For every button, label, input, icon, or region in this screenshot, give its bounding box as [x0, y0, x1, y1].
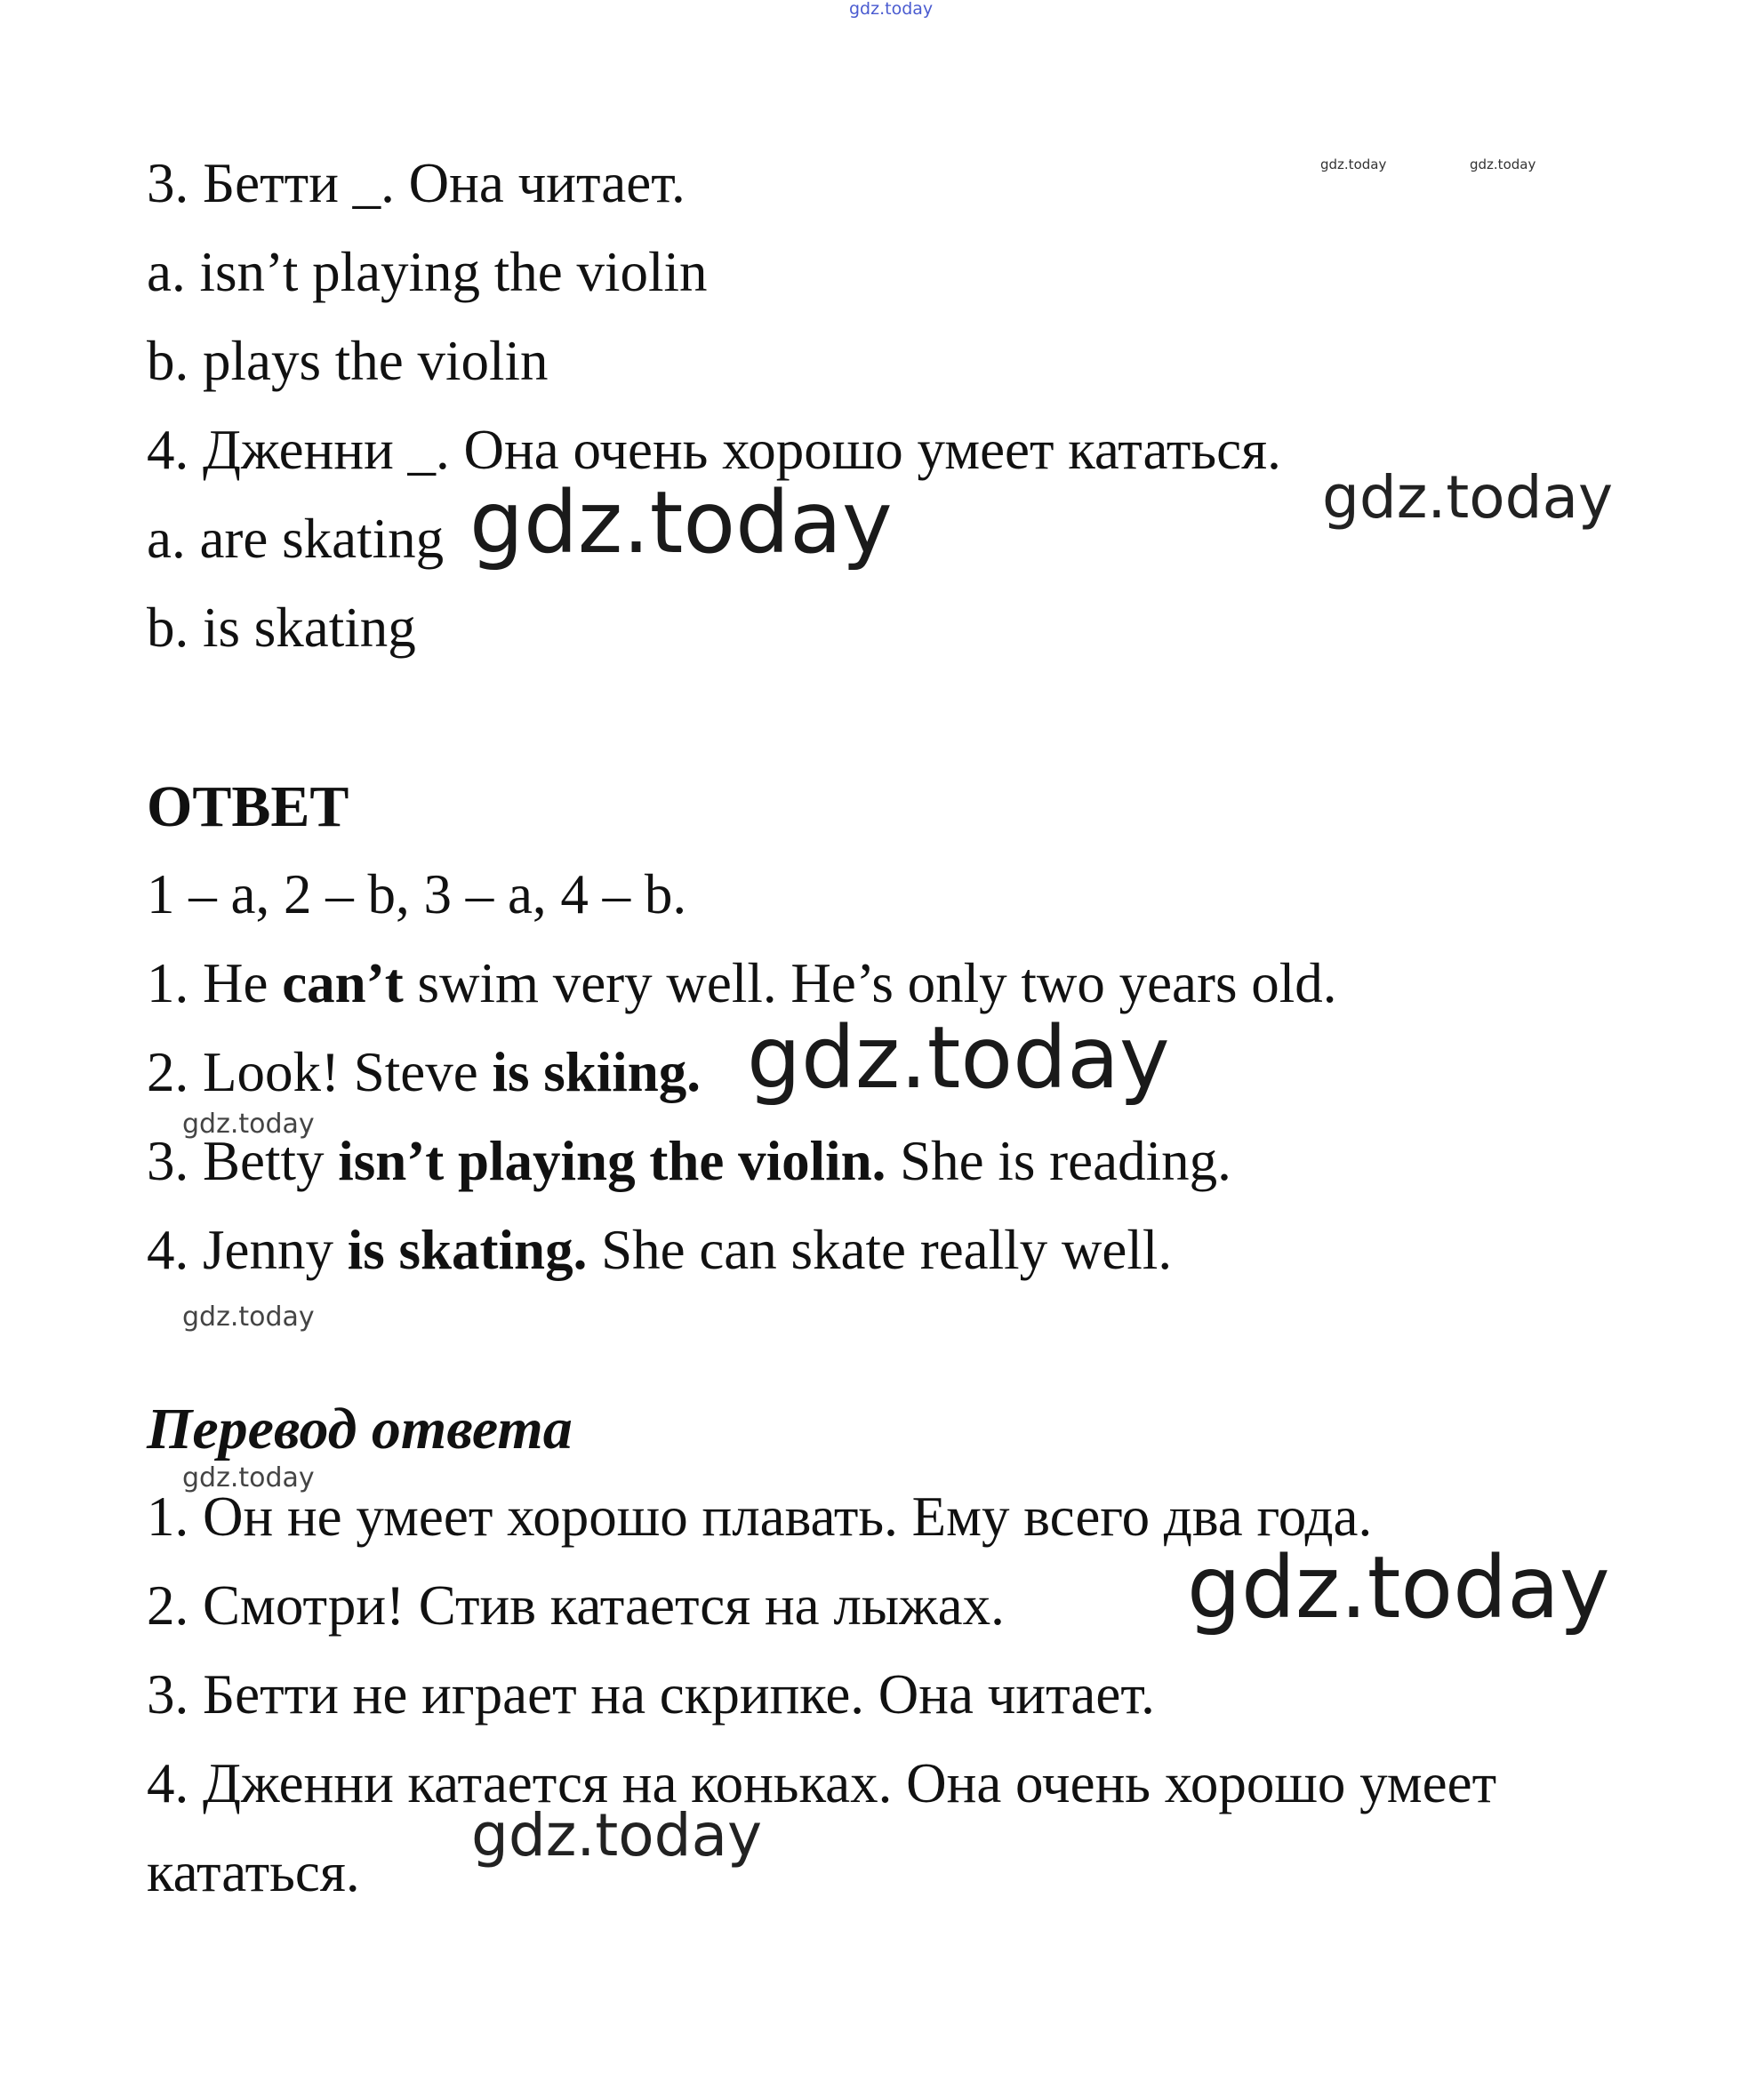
watermark-small-1: gdz.today: [182, 1109, 315, 1140]
answer-item-bold: isn’t playing the violin.: [338, 1130, 886, 1192]
answer-item-2: [147, 1041, 702, 1103]
translation-line-3: 3. Бетти не играет на скрипке. Она читает.: [147, 1663, 1155, 1726]
question-3-prompt: 3. Бетти _. Она читает.: [147, 152, 686, 214]
translation-heading: Перевод ответа: [147, 1397, 573, 1461]
answer-item-number: 4.: [147, 1219, 203, 1281]
watermark-big-2: gdz.today: [747, 1008, 1170, 1108]
answer-heading: ОТВЕТ: [147, 774, 349, 839]
watermark-tiny-2: gdz.today: [1470, 156, 1536, 172]
answer-item-text: He: [203, 952, 283, 1014]
question-3-option-b: b. plays the violin: [147, 330, 549, 392]
question-4-prompt: 4. Дженни _. Она очень хорошо умеет кататься.: [147, 419, 1281, 481]
answer-item-text: Jenny: [203, 1219, 348, 1281]
answer-item-text: She is reading.: [886, 1130, 1231, 1192]
answer-item-4: [147, 1219, 1173, 1281]
watermark-top: gdz.today: [849, 0, 934, 19]
answer-item-number: 2.: [147, 1041, 203, 1103]
answer-key: 1 – a, 2 – b, 3 – a, 4 – b.: [147, 863, 687, 925]
translation-line-2: 2. Смотри! Стив катается на лыжах.: [147, 1574, 1005, 1637]
answer-item-text: She can skate really well.: [587, 1219, 1173, 1281]
answer-item-3: [147, 1130, 1231, 1192]
watermark-big-3: gdz.today: [1187, 1538, 1610, 1638]
question-4-option-b: b. is skating: [147, 597, 416, 659]
translation-line-1: 1. Он не умеет хорошо плавать. Ему всего два года.: [147, 1485, 1373, 1548]
watermark-small-3: gdz.today: [182, 1462, 315, 1493]
translation-line-4: 4. Дженни катается на коньках. Она очень хорошо умеет: [147, 1752, 1497, 1814]
translation-line-5: кататься.: [147, 1841, 360, 1903]
watermark-mid-1: gdz.today: [1322, 463, 1614, 532]
answer-item-number: 3.: [147, 1130, 203, 1192]
answer-item-text: swim very well. He’s only two years old.: [403, 952, 1337, 1014]
answer-item-bold: can’t: [282, 952, 404, 1014]
answer-item-text: Look! Steve: [203, 1041, 493, 1103]
watermark-mid-2: gdz.today: [471, 1801, 763, 1870]
watermark-small-2: gdz.today: [182, 1301, 315, 1333]
watermark-tiny-1: gdz.today: [1320, 156, 1387, 172]
question-4-option-a: a. are skating: [147, 508, 445, 570]
answer-item-text: Betty: [203, 1130, 339, 1192]
watermark-big-1: gdz.today: [469, 473, 893, 573]
answer-item-bold: is skating.: [347, 1219, 588, 1281]
answer-item-number: 1.: [147, 952, 203, 1014]
question-3-option-a: a. isn’t playing the violin: [147, 241, 708, 303]
answer-item-1: [147, 952, 1337, 1014]
answer-item-bold: is skiing.: [492, 1041, 702, 1103]
